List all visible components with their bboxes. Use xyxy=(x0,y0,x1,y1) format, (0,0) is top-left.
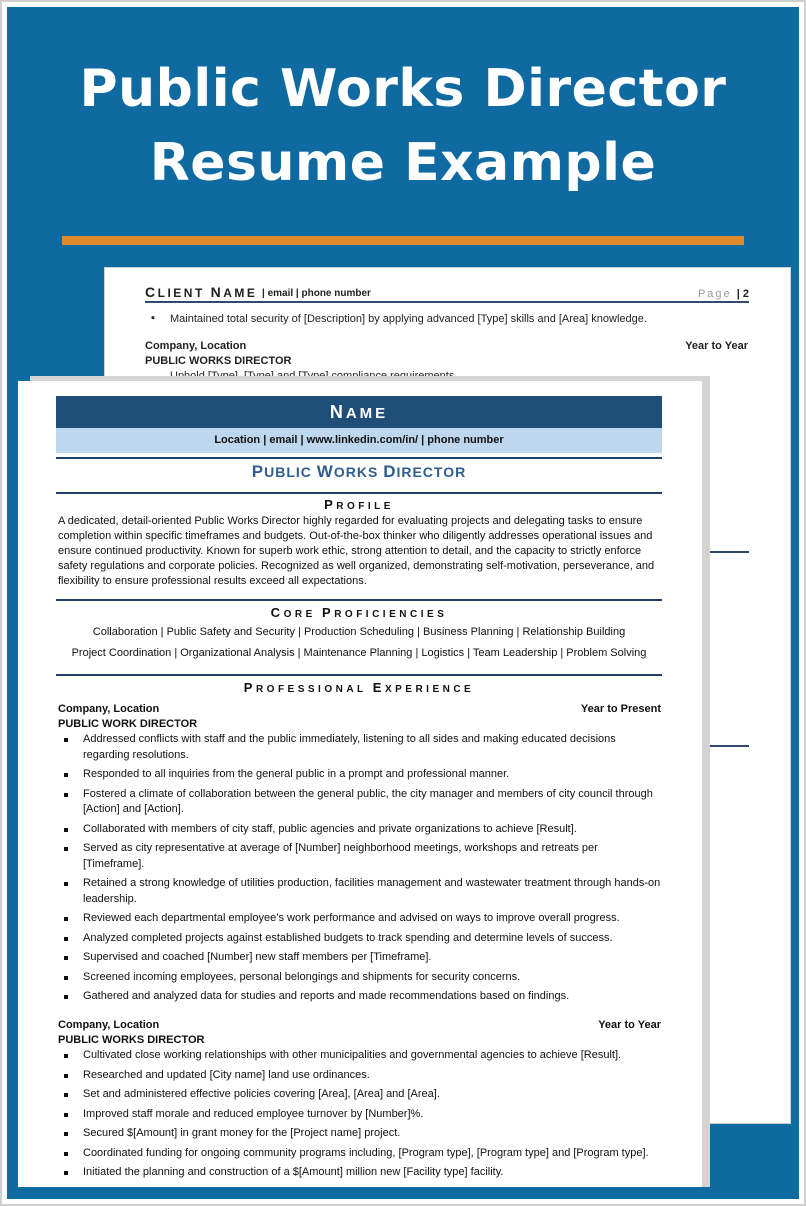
section-rule xyxy=(56,599,662,601)
list-item: Collaborated with members of city staff, public agencies and private organizations to achieve [Result]. xyxy=(62,822,662,838)
page-2-dates: Year to Year xyxy=(685,340,748,352)
job-title: PUBLIC WORKS DIRECTOR xyxy=(251,462,467,481)
profile-text: A dedicated, detail-oriented Public Works Director highly regarded for evaluating projects and delegating tasks to ensure completion within specific timeframes and budgets. Out-of-the-box thinker who diligently addresses operational issues and ensure continued productivity. Known for superb work ethic, strong attention to detail, and the capacity to strictly enforce safety regulations and corporate policies. Recognized as well organized, demonstrating self-motivation, perseverance, and flexibility to ensure professional results exceed all expectations. xyxy=(58,515,655,587)
core-skills-line-1: Collaboration | Public Safety and Security | Production Scheduling | Business Planning | Relationship Building xyxy=(92,626,626,638)
page-2-bullet: ▪ Maintained total security of [Description] by applying advanced [Type] skills and [Area] knowledge. xyxy=(151,313,731,325)
list-item: Initiated the planning and construction of a $[Amount] million new [Facility type] facility. xyxy=(62,1165,662,1181)
job-2-dates: Year to Year xyxy=(598,1019,661,1031)
list-item: Screened incoming employees, personal belongings and shipments for security concerns. xyxy=(62,970,662,986)
list-item: Fostered a climate of collaboration between the general public, the city manager and members of city council through [Action] and [Action]. xyxy=(62,787,662,818)
page-2-header xyxy=(145,286,749,303)
title-underline xyxy=(62,236,744,245)
page-2-rule xyxy=(709,551,749,553)
list-item: Set and administered effective policies covering [Area], [Area] and [Area]. xyxy=(62,1087,662,1103)
list-item: Secured $[Amount] in grant money for the [Project name] project. xyxy=(62,1126,662,1142)
list-item: Analyzed completed projects against established budgets to track spending and determine levels of success. xyxy=(62,931,662,947)
section-rule xyxy=(56,457,662,459)
job-2-company: Company, Location xyxy=(58,1019,160,1031)
list-item: Supervised and coached [Number] new staff members per [Timeframe]. xyxy=(62,950,662,966)
list-item: Researched and updated [City name] land use ordinances. xyxy=(62,1068,662,1084)
job-1-dates: Year to Present xyxy=(580,703,661,715)
profile-heading: PROFILE xyxy=(324,497,394,512)
list-item: Gathered and analyzed data for studies and reports and made recommendations based on findings. xyxy=(62,989,662,1005)
job-1-role: PUBLIC WORK DIRECTOR xyxy=(58,718,198,730)
contact-bar: Location | email | www.linkedin.com/in/ | phone number xyxy=(56,428,662,453)
list-item: Reviewed each departmental employee’s work performance and advised on ways to improve overall progress. xyxy=(62,911,662,927)
section-rule xyxy=(56,492,662,494)
list-item: Improved staff morale and reduced employee turnover by [Number]%. xyxy=(62,1107,662,1123)
page-2-company: Company, Location xyxy=(145,340,247,352)
job-1-bullets xyxy=(62,732,662,1009)
list-item: Addressed conflicts with staff and the public immediately, listening to all sides and making educated decisions regarding resolutions. xyxy=(62,732,662,763)
core-proficiencies-heading: CORE PROFICIENCIES xyxy=(270,605,448,620)
page-title xyxy=(0,52,806,200)
name-bar: NAME xyxy=(56,396,662,428)
title-line-2: Resume Example xyxy=(149,133,657,193)
title-line-1: Public Works Director xyxy=(79,59,727,119)
client-name: CLIENT NAME xyxy=(145,284,258,300)
resume-page-1 xyxy=(18,381,702,1187)
page-2-contact: | email | phone number xyxy=(262,288,371,299)
job-2-role: PUBLIC WORKS DIRECTOR xyxy=(58,1034,205,1046)
job-1-company: Company, Location xyxy=(58,703,160,715)
section-rule xyxy=(56,674,662,676)
list-item: Cultivated close working relationships with other municipalities and governmental agencies to achieve [Result]. xyxy=(62,1048,662,1064)
list-item: Responded to all inquiries from the general public in a prompt and professional manner. xyxy=(62,767,662,783)
list-item: Coordinated funding for ongoing community programs including, [Program type], [Program type] and [Program type]. xyxy=(62,1146,662,1162)
page-2-rule xyxy=(709,745,749,747)
core-skills-line-2: Project Coordination | Organizational Analysis | Maintenance Planning | Logistics | Team Leadership | Problem Solving xyxy=(71,647,647,659)
page-number: Page | 2 xyxy=(697,288,749,300)
page-2-role: PUBLIC WORKS DIRECTOR xyxy=(145,355,292,367)
list-item: Served as city representative at average of [Number] neighborhood meetings, workshops and retreats per [Timeframe]. xyxy=(62,841,662,872)
list-item: Retained a strong knowledge of utilities production, facilities management and wastewater treatment through hands-on leadership. xyxy=(62,876,662,907)
job-2-bullets xyxy=(62,1048,662,1185)
experience-heading: PROFESSIONAL EXPERIENCE xyxy=(243,680,475,695)
